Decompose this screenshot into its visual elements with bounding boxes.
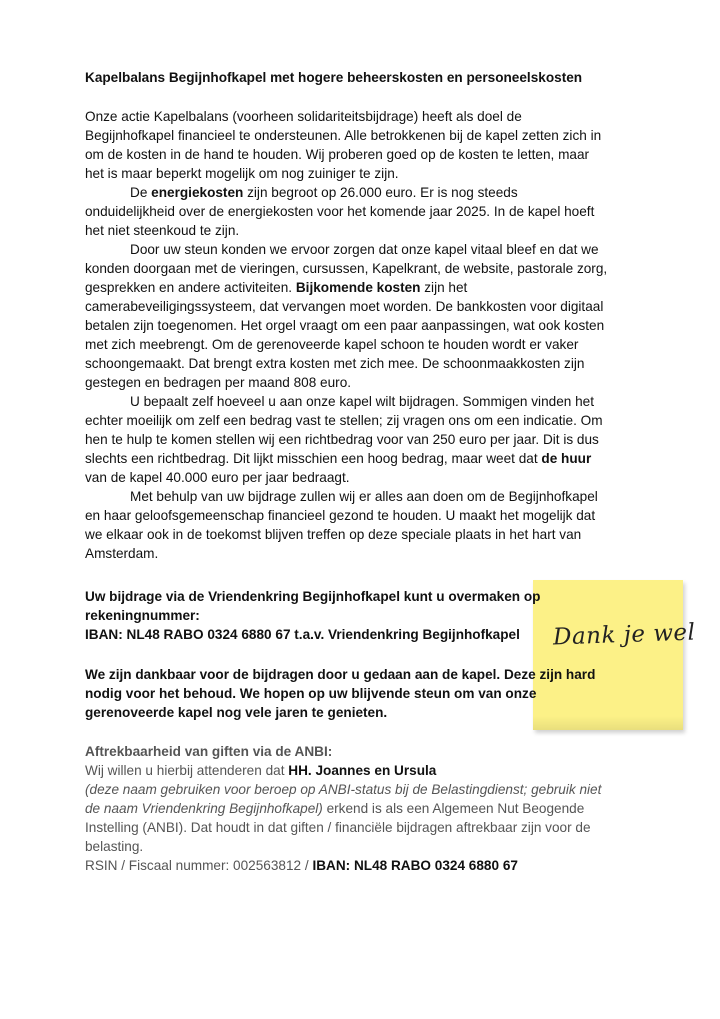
anbi-heading: Aftrekbaarheid van giften via de ANBI:	[85, 744, 333, 759]
anbi-section	[85, 742, 610, 875]
anbi-name-note: (deze naam gebruiken voor beroep op ANBI-status bij de Belastingdienst; gebruik niet de naam Vriendenkring Begijnhofkapel)	[85, 782, 602, 816]
closing-paragraph: Met behulp van uw bijdrage zullen wij er alles aan doen om de Begijnhofkapel en haar geloofsgemeenschap financieel gezond te houden. U maakt het mogelijk dat we elkaar ook in de toekomst blijven treffen op deze speciale plaats in het hart van Amsterdam.	[85, 489, 598, 561]
energy-costs-emphasis: energiekosten	[151, 185, 244, 200]
energy-paragraph: De energiekosten zijn begroot op 26.000 euro. Er is nog steeds onduidelijkheid over de energiekosten voor het komende jaar 2025. In de kapel hoeft het niet steenkoud te zijn.	[85, 185, 595, 238]
bank-iban: IBAN: NL48 RABO 0324 6880 67 t.a.v. Vriendenkring Begijnhofkapel	[85, 627, 520, 642]
sticky-note-text: Dank je wel	[552, 619, 696, 651]
body-text	[85, 107, 610, 563]
support-paragraph: Door uw steun konden we ervoor zorgen dat onze kapel vitaal bleef en dat we konden doorgaan met de vieringen, cursussen, Kapelkrant, de website, pastorale zorg, gesprekken en andere activiteiten. Bijkomende kosten zijn het camerabeveiligingssysteem, dat vervangen moet worden. De bankkosten voor digitaal betalen zijn toegenomen. Het orgel vraagt om een paar aanpassingen, wat ook kosten met zich meebrengt. Om de gerenoveerde kapel schoon te houden wordt er vaker schoongemaakt. Dat brengt extra kosten met zich mee. De schoonmaakkosten zijn gestegen en bedragen per maand 808 euro.	[85, 242, 608, 390]
institution-name: HH. Joannes en Ursula	[288, 763, 437, 778]
bank-details	[85, 587, 610, 644]
thanks-paragraph: We zijn dankbaar voor de bijdragen door u gedaan aan de kapel. Deze zijn hard nodig voor het behoud. We hopen op uw blijvende steun om van onze gerenoveerde kapel nog vele jaren te genieten.	[85, 667, 596, 720]
contribution-paragraph: U bepaalt zelf hoeveel u aan onze kapel wilt bijdragen. Sommigen vinden het echter moeilijk om zelf een bedrag vast te stellen; zij vragen ons om een indicatie. Om hen te hulp te komen stellen wij een richtbedrag voor van 250 euro per jaar. Dit is dus slechts een richtbedrag. Dit lijkt misschien een hoog bedrag, maar weet dat de huur van de kapel 40.000 euro per jaar bedraagt.	[85, 394, 603, 485]
rent-emphasis: de huur	[541, 451, 592, 466]
anbi-iban: IBAN: NL48 RABO 0324 6880 67	[312, 858, 518, 873]
document-title: Kapelbalans Begijnhofkapel met hogere beheerskosten en personeelskosten	[85, 70, 583, 85]
anbi-paragraph: Wij willen u hierbij attenderen dat HH. Joannes en Ursula (deze naam gebruiken voor beroep op ANBI-status bij de Belastingdienst; gebruik niet de naam Vriendenkring Begijnhofkapel) erkend is als een Algemeen Nut Beogende Instelling (ANBI). Dat houdt in dat giften / financiële bijdragen aftrekbaar zijn voor de belasting.	[85, 763, 602, 854]
bank-instruction: Uw bijdrage via de Vriendenkring Begijnhofkapel kunt u overmaken op rekeningnummer:	[85, 589, 541, 623]
intro-paragraph: Onze actie Kapelbalans (voorheen solidariteitsbijdrage) heeft als doel de Begijnhofkapel financieel te ondersteunen. Alle betrokkenen bij de kapel zetten zich in om de kosten in de hand te houden. Wij proberen goed op de kosten te letten, maar het is maar beperkt mogelijk om nog zuiniger te zijn.	[85, 109, 602, 181]
additional-costs-emphasis: Bijkomende kosten	[295, 280, 421, 295]
rsin-line: RSIN / Fiscaal nummer: 002563812 / IBAN: NL48 RABO 0324 6880 67	[85, 858, 518, 873]
